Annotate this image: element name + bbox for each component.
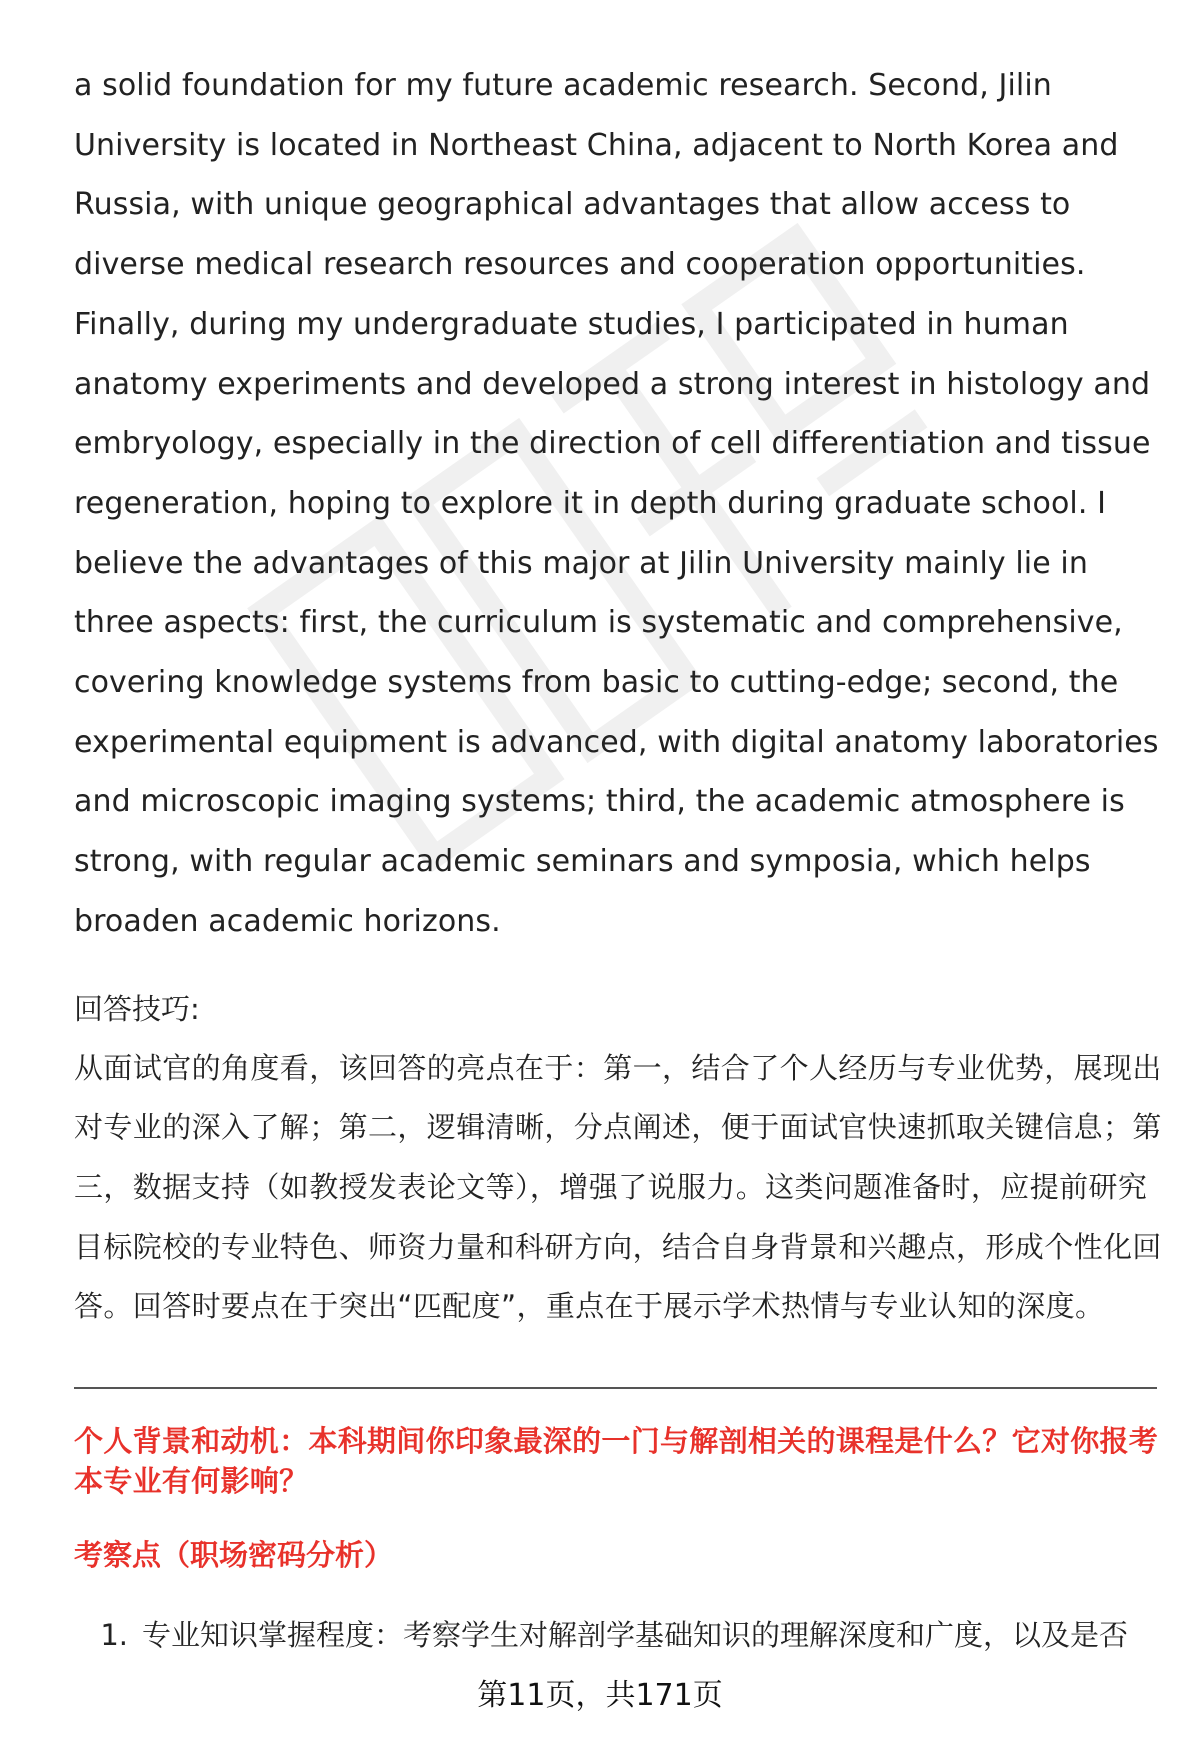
list-item-number: 1. [100,1618,128,1653]
evaluation-points-list [74,1613,1164,1657]
section-heading: 考察点（职场密码分析） [74,1538,394,1573]
tips-body: 从面试官的角度看，该回答的亮点在于：第一，结合了个人经历与专业优势，展现出对专业的深入了解；第二，逻辑清晰，分点阐述，便于面试官快速抓取关键信息；第三，数据支持（如教授发表论文等），增强了说服力。这类问题准备时，应提前研究目标院校的专业特色、师资力量和科研方向，结合自身背景和兴趣点，形成个性化回答。回答时要点在于突出“匹配度”，重点在于展示学术热情与专业认知的深度。 [74,1050,1162,1324]
page-content [74,56,1164,1657]
page-footer: 第11页，共171页 [477,1678,723,1713]
tips-title: 回答技巧: [74,991,200,1026]
list-item [74,1613,1164,1657]
question-heading: 个人背景和动机：本科期间你印象最深的一门与解剖相关的课程是什么？它对你报考本专业有何影响？ [74,1424,1159,1499]
list-item-text: 专业知识掌握程度：考察学生对解剖学基础知识的理解深度和广度，以及是否 [142,1618,1129,1653]
answer-paragraph: a solid foundation for my future academic research. Second, Jilin University is located in Northeast China, adjacent to North Korea and Russia, with unique geographical advantages that allow access to diverse medical research resources and cooperation opportunities. Finally, during my undergraduate studies, I participated in human anatomy experiments and developed a strong interest in histology and embryology, especially in the direction of cell differentiation and tissue regeneration, hoping to explore it in depth during graduate school. I believe the advantages of this major at Jilin University mainly lie in three aspects: first, the curriculum is systematic and comprehensive, covering knowledge systems from basic to cutting-edge; second, the experimental equipment is advanced, with digital anatomy laboratories and microscopic imaging systems; third, the academic atmosphere is strong, with regular academic seminars and symposia, which helps broaden academic horizons. [74,68,1159,939]
section-divider [74,1387,1157,1389]
